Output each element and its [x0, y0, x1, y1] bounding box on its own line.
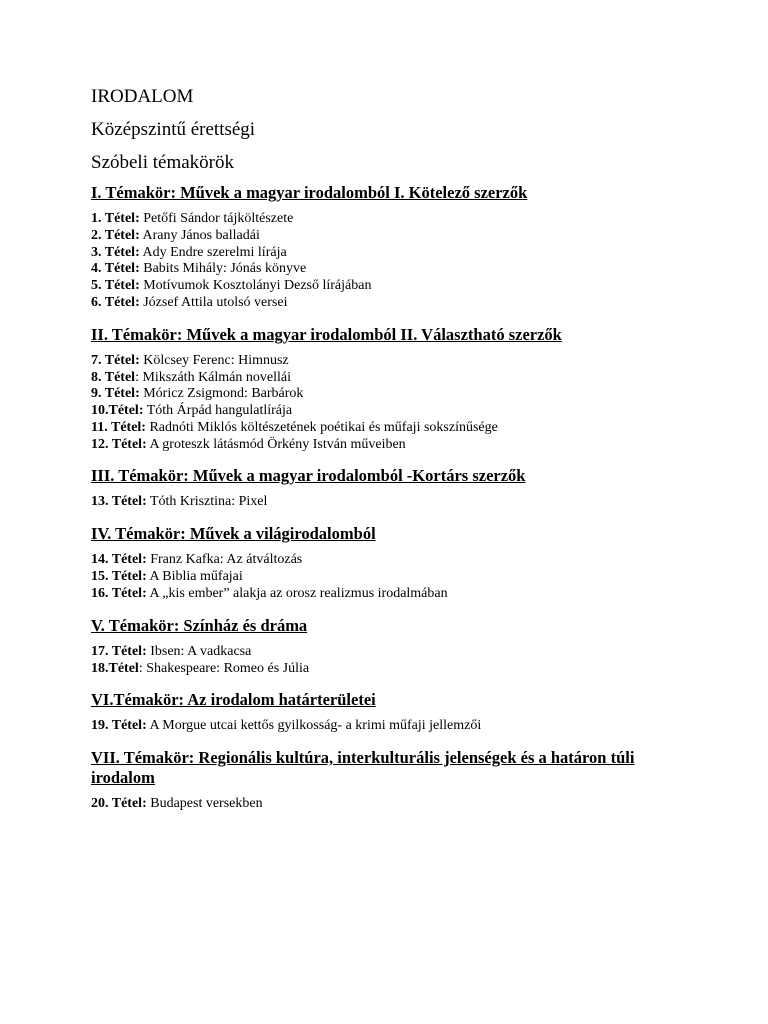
list-item [91, 718, 691, 735]
list-item [91, 295, 691, 312]
item-number: 14. Tétel: [91, 552, 147, 568]
document-content [91, 86, 691, 825]
item-number: 11. Tétel: [91, 419, 146, 435]
item-text: Móricz Zsigmond: Barbárok [139, 386, 304, 402]
item-number: 10.Tétel: [91, 403, 144, 419]
item-list [91, 796, 691, 813]
item-number: 12. Tétel: [91, 436, 147, 452]
list-item [91, 437, 691, 454]
document-subtitle-2: Szóbeli témakörök [91, 152, 234, 173]
item-text: Motívumok Kosztolányi Dezső lírájában [139, 278, 372, 294]
item-number: 1. Tétel: [91, 211, 140, 226]
item-number: 7. Tétel: [91, 352, 140, 368]
list-item [91, 211, 691, 228]
item-number: 20. Tétel: [91, 796, 147, 812]
item-text: A Morgue utcai kettős gyilkosság- a krimi műfaji jellemzői [146, 718, 482, 734]
item-text: Radnóti Miklós költészetének poétikai és műfaji sokszínűsége [145, 419, 498, 435]
item-number: 19. Tétel: [91, 718, 147, 734]
item-text: Ibsen: A vadkacsa [146, 643, 252, 659]
list-item [91, 661, 691, 678]
item-number: 3. Tétel: [91, 244, 140, 260]
item-list [91, 552, 691, 602]
list-item [91, 245, 691, 262]
section-3 [91, 466, 691, 511]
section-heading: III. Témakör: Művek a magyar irodalomból -Kortárs szerzők [91, 465, 526, 485]
item-number: 9. Tétel: [91, 386, 140, 402]
section-6 [91, 690, 691, 735]
item-text: József Attila utolsó versei [139, 294, 288, 310]
item-number: 2. Tétel: [91, 227, 140, 243]
section-4 [91, 524, 691, 602]
document-subtitle: Középszintű érettségi [91, 119, 256, 140]
item-text: A Biblia műfajai [146, 569, 243, 585]
item-list [91, 644, 691, 678]
list-item [91, 353, 691, 370]
item-text: Babits Mihály: Jónás könyve [139, 261, 307, 277]
item-number: 16. Tétel: [91, 585, 147, 601]
document-title: IRODALOM [91, 86, 194, 107]
item-number: 6. Tétel: [91, 294, 140, 310]
list-item [91, 569, 691, 586]
item-number: 13. Tétel: [91, 493, 147, 509]
item-list [91, 494, 691, 511]
list-item [91, 552, 691, 569]
item-text: Ady Endre szerelmi lírája [139, 244, 287, 260]
section-2 [91, 325, 691, 454]
item-text: Petőfi Sándor tájköltészete [139, 211, 294, 226]
item-number: 15. Tétel: [91, 569, 147, 585]
list-item [91, 403, 691, 420]
list-item [91, 370, 691, 387]
item-text: Franz Kafka: Az átváltozás [146, 552, 303, 568]
item-text: Kölcsey Ferenc: Himnusz [139, 352, 289, 368]
list-item [91, 278, 691, 295]
section-heading: I. Témakör: Művek a magyar irodalomból I. Kötelező szerzők [91, 183, 528, 202]
item-text: Arany János balladái [139, 227, 260, 243]
item-text: Tóth Árpád hangulatlírája [143, 403, 293, 419]
list-item [91, 420, 691, 437]
section-heading: II. Témakör: Művek a magyar irodalomból II. Választható szerzők [91, 324, 562, 344]
item-list [91, 353, 691, 454]
list-item [91, 644, 691, 661]
list-item [91, 796, 691, 813]
item-text: Budapest versekben [146, 796, 263, 812]
section-heading: VI.Témakör: Az irodalom határterületei [91, 690, 376, 710]
item-number: 18.Tétel [91, 660, 139, 676]
item-number: 8. Tétel [91, 369, 136, 385]
list-item [91, 228, 691, 245]
item-number: 4. Tétel: [91, 261, 140, 277]
section-5 [91, 616, 691, 678]
list-item [91, 261, 691, 278]
item-number: 5. Tétel: [91, 278, 140, 294]
section-heading: V. Témakör: Színház és dráma [91, 615, 308, 635]
list-item [91, 586, 691, 603]
list-item [91, 386, 691, 403]
section-7 [91, 748, 691, 813]
item-text: A „kis ember” alakja az orosz realizmus irodalmában [146, 585, 448, 601]
item-list [91, 718, 691, 735]
item-text: : Mikszáth Kálmán novellái [135, 369, 291, 385]
item-number: 17. Tétel: [91, 643, 147, 659]
item-list [91, 211, 691, 312]
item-text: Tóth Krisztina: Pixel [146, 493, 268, 509]
section-heading: IV. Témakör: Művek a világirodalomból [91, 524, 376, 544]
list-item [91, 494, 691, 511]
section-1 [91, 183, 691, 312]
item-text: : Shakespeare: Romeo és Júlia [138, 660, 310, 676]
section-heading: VII. Témakör: Regionális kultúra, interkulturális jelenségek és a határon túli irodalom [91, 748, 635, 787]
item-text: A groteszk látásmód Örkény István műveiben [146, 436, 406, 452]
